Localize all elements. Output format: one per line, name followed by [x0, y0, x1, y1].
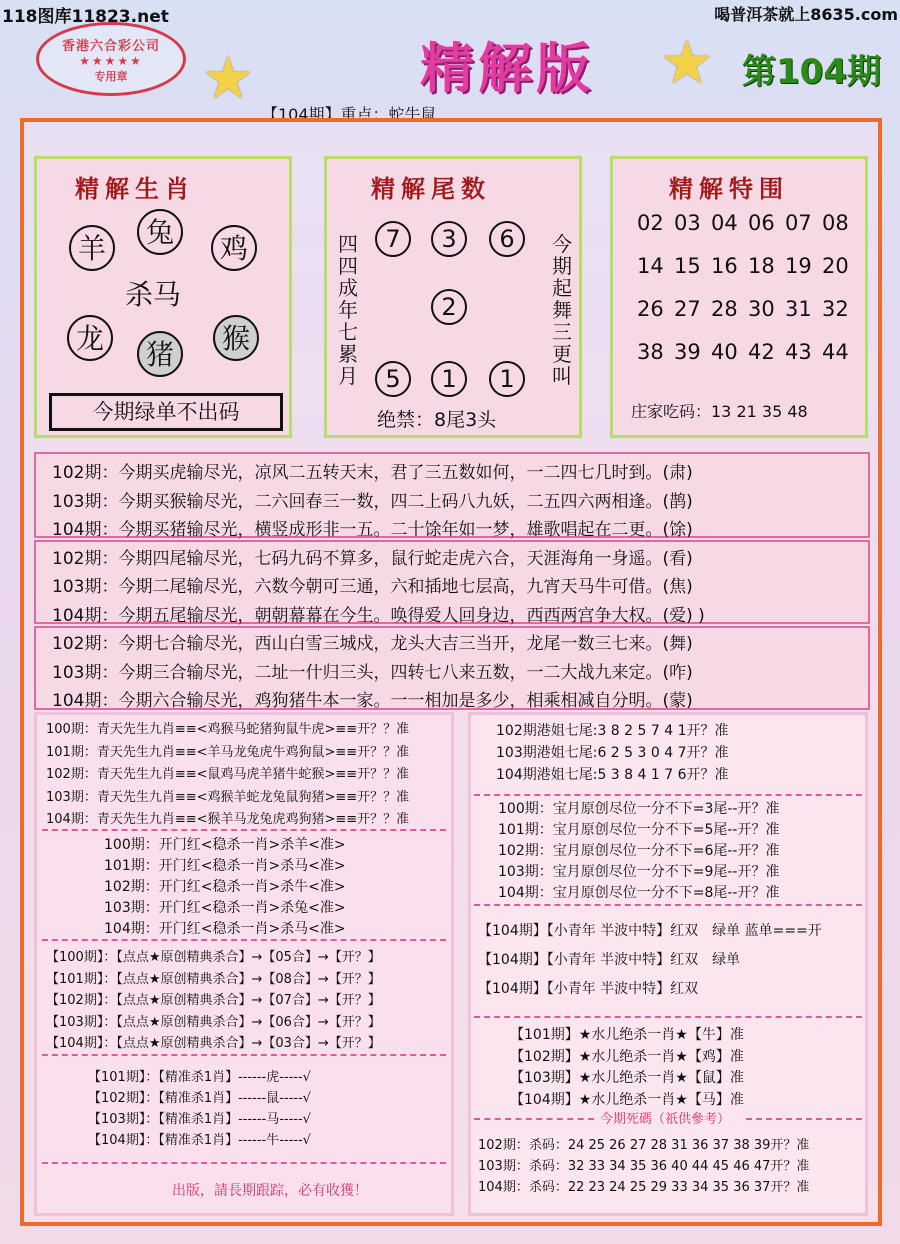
zodiac-panel-title: 精解生肖 [75, 174, 195, 203]
killcode-line: 103期：杀码：32 33 34 35 36 40 44 45 46 47开？准 [478, 1159, 810, 1174]
special-number: 42 [748, 340, 775, 364]
shuier-line: 【103期】★水儿绝杀一肖★【鼠】准 [510, 1070, 744, 1086]
killcode-line: 102期：杀码：24 25 26 27 28 31 36 37 38 39开？准 [478, 1138, 810, 1153]
nine-zodiac-line: 103期：青天先生九肖≡≡<鸡猴羊蛇龙兔鼠狗猪>≡≡开？？准 [46, 789, 410, 805]
zodiac-circle: 兔 [137, 209, 183, 255]
special-number: 04 [711, 211, 738, 235]
seal-stars: ★★★★★ [79, 54, 143, 68]
kaimen-line: 100期：开门红<稳杀一肖>杀羊<准> [104, 837, 346, 853]
nine-zodiac-line: 101期：青天先生九肖≡≡<羊马龙兔虎牛鸡狗鼠>≡≡开？？准 [46, 744, 410, 760]
gangjie-line: 103期港姐七尾:6 2 5 3 0 4 7开？准 [496, 745, 729, 761]
kaimen-line: 102期：开门红<稳杀一肖>杀牛<准> [104, 879, 346, 895]
baoyue-line: 103期：宝月原创尽位一分不下=9尾--开？准 [498, 864, 780, 880]
tail-number: 3 [431, 221, 467, 257]
zodiac-circle: 猴 [213, 315, 259, 361]
dead-codes-title: 今期死碼（祇供參考） [600, 1112, 731, 1127]
seal-top-text: 香港六合彩公司 [61, 39, 160, 54]
special-number: 08 [822, 211, 849, 235]
site-name-right: 喝普洱茶就上8635.com [714, 5, 898, 24]
tail-number: 2 [431, 289, 467, 325]
divider [42, 1054, 446, 1056]
baoyue-line: 100期：宝月原创尽位一分不下=3尾--开？准 [498, 801, 780, 817]
nine-zodiac-line: 102期：青天先生九肖≡≡<鼠鸡马虎羊猪牛蛇猴>≡≡开？？准 [46, 767, 410, 782]
tail-right-verse: 今期起舞三更叫 [552, 232, 572, 388]
divider [42, 1162, 446, 1164]
seal-bottom-text: 专用章 [94, 70, 128, 83]
tail-number: 7 [375, 221, 411, 257]
special-number: 18 [748, 254, 775, 278]
gangjie-line: 104期港姐七尾:5 3 8 4 1 7 6开？准 [496, 767, 729, 783]
special-number: 15 [674, 254, 701, 278]
zodiac-circle: 龙 [67, 315, 113, 361]
tail-number: 6 [489, 221, 525, 257]
banker-codes: 庄家吃码：13 21 35 48 [631, 402, 808, 421]
tail-ban: 绝禁：8尾3头 [377, 409, 497, 431]
special-number: 20 [822, 254, 849, 278]
zodiac-circle: 猪 [137, 331, 183, 377]
special-number: 27 [674, 297, 701, 321]
special-number: 14 [637, 254, 664, 278]
special-panel [610, 156, 868, 438]
diandian-line: 【103期】：【点点★原创精典杀合】→【06合】→【开？】 [46, 1014, 381, 1030]
diandian-line: 【102期】：【点点★原创精典杀合】→【07合】→【开？】 [46, 993, 381, 1008]
special-number: 28 [711, 297, 738, 321]
verse-line: 102期：今期买虎输尽光，凉风二五转天末，君了三五数如何，一二四七几时到。(肃) [52, 463, 693, 483]
nine-zodiac-line: 104期：青天先生九肖≡≡<猴羊马龙兔虎鸡狗猪>≡≡开？？准 [46, 812, 410, 827]
special-number: 40 [711, 340, 738, 364]
tail-panel-title: 精解尾数 [371, 174, 491, 203]
verse-line: 103期：今期买猴输尽光，二六回春三一数，四二上码八九妖，二五四六两相逢。(鹊) [52, 491, 693, 512]
site-name-left: 118图库11823.net [2, 7, 169, 27]
verse-line: 103期：今期二尾输尽光，六数今朝可三通，六和插地七层高，九宵天马牛可借。(焦) [52, 577, 693, 597]
special-number: 19 [785, 254, 812, 278]
divider [474, 1016, 862, 1018]
divider [42, 939, 446, 941]
special-number: 32 [822, 297, 849, 321]
company-seal [36, 22, 186, 96]
focus-line: 【104期】重点：蛇牛鼠 [262, 105, 437, 124]
tail-panel [324, 156, 582, 438]
special-number: 16 [711, 254, 738, 278]
special-number: 02 [637, 211, 664, 235]
tail-number: 5 [375, 361, 411, 397]
gangjie-line: 102期港姐七尾:3 8 2 5 7 4 1开？准 [496, 723, 729, 739]
special-panel-title: 精解特围 [669, 174, 789, 203]
xiaoqing-line: 【104期】【小青年 半波中特】红双 绿单 [478, 952, 741, 968]
page-title: 精解版 [420, 37, 594, 100]
footer-note: 出版，請長期跟踪，必有收獲！ [172, 1183, 368, 1199]
kaimen-line: 103期：开门红<稳杀一肖>杀兔<准> [104, 900, 346, 916]
verse-line: 102期：今期四尾输尽光，七码九码不算多，鼠行蛇走虎六合，天涯海角一身遥。(看) [52, 548, 693, 569]
tail-number: 1 [431, 361, 467, 397]
special-number: 38 [637, 340, 664, 364]
shuier-line: 【104期】★水儿绝杀一肖★【马】准 [510, 1091, 744, 1108]
kill-zodiac: 杀马 [125, 278, 182, 311]
star-icon: ★ [660, 28, 714, 98]
special-number: 30 [748, 297, 775, 321]
precise-line: 【104期】：【精准杀1肖】------牛-----√ [88, 1133, 311, 1148]
shuier-line: 【101期】★水儿绝杀一肖★【牛】准 [510, 1027, 744, 1043]
issue-number: 第104期 [742, 52, 881, 92]
green-note-box: 今期绿单不出码 [49, 393, 283, 431]
special-number: 39 [674, 340, 701, 364]
kaimen-line: 101期：开门红<稳杀一肖>杀马<准> [104, 858, 346, 874]
killcode-line: 104期：杀码：22 23 24 25 29 33 34 35 36 37开？准 [478, 1180, 810, 1195]
diandian-line: 【104期】：【点点★原创精典杀合】→【03合】→【开？】 [46, 1036, 381, 1051]
special-number: 31 [785, 297, 812, 321]
precise-line: 【101期】：【精准杀1肖】------虎-----√ [88, 1070, 311, 1085]
verse-line: 104期：今期五尾输尽光，朝朝幕幕在今生。唤得爱人回身边，西西两宫争大权。(爱) ) [52, 605, 705, 626]
xiaoqing-line: 【104期】【小青年 半波中特】红双 绿单 蓝单===开 [478, 923, 822, 939]
diandian-line: 【101期】：【点点★原创精典杀合】→【08合】→【开？】 [46, 971, 381, 987]
verse-line: 103期：今期三合输尽光，二址一什归三头，四转七八来五数，一二大战九来定。(咋) [52, 662, 693, 683]
tail-left-verse: 四四成年七累月 [338, 232, 358, 388]
nine-zodiac-line: 100期：青天先生九肖≡≡<鸡猴马蛇猪狗鼠牛虎>≡≡开？？准 [46, 722, 410, 737]
star-icon: ★ [202, 44, 254, 112]
xiaoqing-line: 【104期】【小青年 半波中特】红双 [478, 981, 699, 997]
baoyue-line: 104期：宝月原创尽位一分不下=8尾--开？准 [498, 885, 780, 901]
baoyue-line: 101期：宝月原创尽位一分不下=5尾--开？准 [498, 822, 780, 838]
special-number: 03 [674, 211, 701, 235]
divider [474, 904, 862, 906]
special-number: 07 [785, 211, 812, 235]
divider [474, 1118, 594, 1120]
verse-line: 104期：今期买猪输尽光，横竖成形非一五。二十馀年如一梦，雄歌唱起在二更。(馀) [52, 520, 693, 540]
special-number: 26 [637, 297, 664, 321]
verse-line: 102期：今期七合输尽光，西山白雪三城戍，龙头大吉三当开，龙尾一数三七来。(舞) [52, 634, 693, 654]
zodiac-circle: 鸡 [211, 225, 257, 271]
divider [42, 829, 446, 831]
kaimen-line: 104期：开门红<稳杀一肖>杀马<准> [104, 921, 346, 937]
special-number: 43 [785, 340, 812, 364]
precise-line: 【102期】：【精准杀1肖】------鼠-----√ [88, 1091, 311, 1106]
shuier-line: 【102期】★水儿绝杀一肖★【鸡】准 [510, 1048, 744, 1065]
diandian-line: 【100期】：【点点★原创精典杀合】→【05合】→【开？】 [46, 950, 381, 965]
tail-number: 1 [489, 361, 525, 397]
special-number: 06 [748, 211, 775, 235]
divider [746, 1118, 862, 1120]
precise-line: 【103期】：【精准杀1肖】------马-----√ [88, 1112, 311, 1127]
special-number: 44 [822, 340, 849, 364]
zodiac-circle: 羊 [69, 225, 115, 271]
divider [474, 794, 862, 796]
verse-line: 104期：今期六合输尽光，鸡狗猪牛本一家。一一相加是多少，相乘相减自分明。(蒙) [52, 691, 693, 711]
zodiac-panel [34, 156, 292, 438]
baoyue-line: 102期：宝月原创尽位一分不下=6尾--开？准 [498, 843, 780, 859]
